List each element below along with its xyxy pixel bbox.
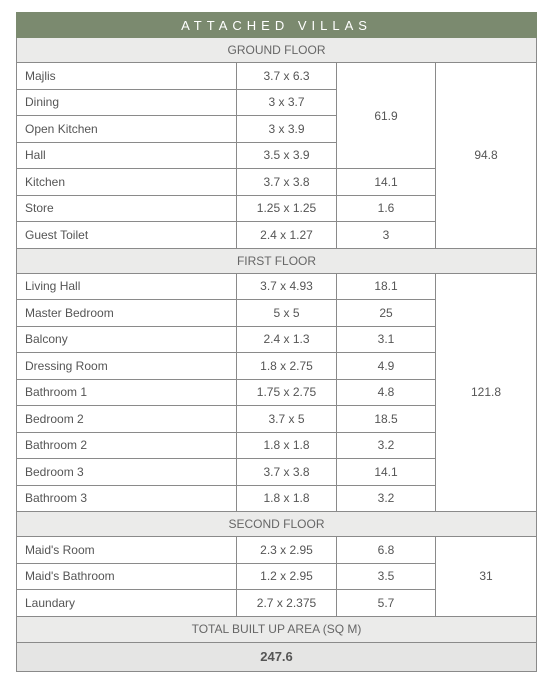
room-area: 3.2 [337,432,436,459]
table-title: ATTACHED VILLAS [17,13,537,38]
room-area: 18.1 [337,273,436,300]
floor-total: 31 [436,537,537,617]
room-name: Open Kitchen [17,116,237,143]
room-name: Bedroom 2 [17,406,237,433]
room-area: 3.1 [337,326,436,353]
room-area: 14.1 [337,459,436,486]
room-size: 3 x 3.9 [237,116,337,143]
room-name: Balcony [17,326,237,353]
room-name: Bathroom 2 [17,432,237,459]
room-area: 14.1 [337,169,436,196]
room-area: 25 [337,300,436,327]
room-name: Dressing Room [17,353,237,380]
room-size: 3.7 x 3.8 [237,459,337,486]
section-ground-floor: GROUND FLOOR [17,38,537,63]
room-name: Maid's Room [17,537,237,564]
table-row [17,63,537,90]
room-area: 1.6 [337,195,436,222]
room-size: 1.8 x 1.8 [237,432,337,459]
room-name: Laundary [17,590,237,617]
room-area: 3.2 [337,485,436,512]
room-area-group: 61.9 [337,63,436,169]
table-row [17,273,537,300]
room-name: Master Bedroom [17,300,237,327]
room-size: 2.7 x 2.375 [237,590,337,617]
room-name: Bedroom 3 [17,459,237,486]
room-name: Guest Toilet [17,222,237,249]
room-area: 3.5 [337,563,436,590]
section-first-floor: FIRST FLOOR [17,248,537,273]
room-name: Store [17,195,237,222]
total-label: TOTAL BUILT UP AREA (SQ M) [17,616,537,642]
room-name: Dining [17,89,237,116]
villa-area-table [16,12,537,672]
room-size: 1.2 x 2.95 [237,563,337,590]
room-size: 3.5 x 3.9 [237,142,337,169]
room-size: 3.7 x 6.3 [237,63,337,90]
room-size: 2.3 x 2.95 [237,537,337,564]
room-size: 5 x 5 [237,300,337,327]
room-name: Living Hall [17,273,237,300]
floor-total: 94.8 [436,63,537,249]
room-size: 3.7 x 5 [237,406,337,433]
room-area: 6.8 [337,537,436,564]
room-area: 4.9 [337,353,436,380]
room-name: Majlis [17,63,237,90]
room-area: 3 [337,222,436,249]
room-area: 18.5 [337,406,436,433]
room-size: 1.8 x 2.75 [237,353,337,380]
room-name: Hall [17,142,237,169]
room-size: 2.4 x 1.27 [237,222,337,249]
room-size: 1.75 x 2.75 [237,379,337,406]
room-size: 3 x 3.7 [237,89,337,116]
room-name: Maid's Bathroom [17,563,237,590]
section-second-floor: SECOND FLOOR [17,512,537,537]
room-size: 3.7 x 3.8 [237,169,337,196]
room-size: 1.25 x 1.25 [237,195,337,222]
room-area: 4.8 [337,379,436,406]
room-name: Bathroom 1 [17,379,237,406]
floor-total: 121.8 [436,273,537,512]
room-size: 3.7 x 4.93 [237,273,337,300]
room-area: 5.7 [337,590,436,617]
room-name: Kitchen [17,169,237,196]
room-size: 1.8 x 1.8 [237,485,337,512]
table-row [17,537,537,564]
total-value: 247.6 [17,642,537,671]
room-size: 2.4 x 1.3 [237,326,337,353]
room-name: Bathroom 3 [17,485,237,512]
